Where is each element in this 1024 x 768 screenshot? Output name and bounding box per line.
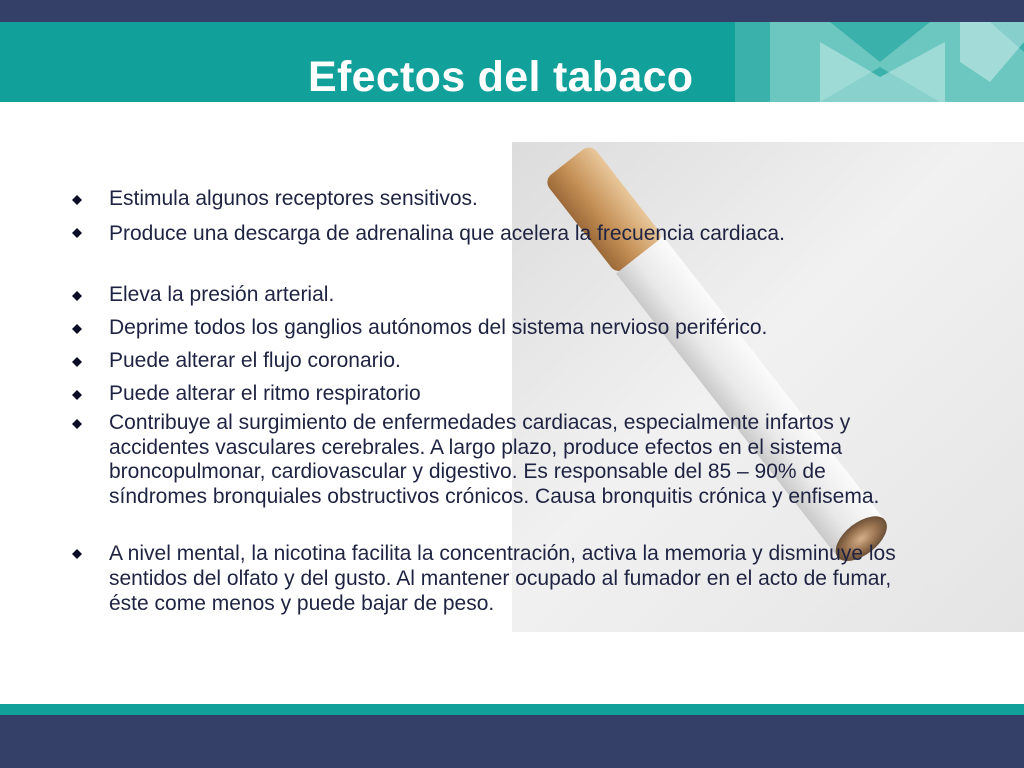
bottom-teal-band [0, 704, 1024, 715]
bullet-text: A nivel mental, la nicotina facilita la concentración, activa la memoria y disminuye los sentidos del olfato y del gusto. Al mantener ocupado al fumador en el acto de fumar, éste come menos y puede bajar de peso. [109, 542, 896, 615]
diamond-bullet-icon [72, 324, 82, 334]
bullet-text: Puede alterar el flujo coronario. [109, 349, 401, 372]
bullet-text: Estimula algunos receptores sensitivos. [109, 187, 478, 210]
bullet-text: Eleva la presión arterial. [109, 283, 335, 306]
diamond-bullet-icon [72, 419, 82, 429]
top-navy-band [0, 0, 1024, 22]
bullet-text: Contribuye al surgimiento de enfermedades cardiacas, especialmente infartos y accidentes vasculares cerebrales. A largo plazo, produce efectos en el sistema broncopulmonar, cardiovascular y digestivo. Es responsable del 85 – 90% de síndromes bronquiales obstructivos crónicos. Causa bronquitis crónica y enfisema. [109, 411, 880, 508]
bullet-text: Puede alterar el ritmo respiratorio [109, 382, 421, 405]
bullet-text: Deprime todos los ganglios autónomos del sistema nervioso periférico. [109, 316, 768, 339]
diamond-bullet-icon [72, 549, 82, 559]
diamond-bullet-icon [72, 291, 82, 301]
bottom-navy-band [0, 715, 1024, 768]
diamond-bullet-icon [72, 195, 82, 205]
title-band [0, 22, 1024, 102]
diamond-bullet-icon [72, 228, 82, 238]
diamond-bullet-icon [72, 390, 82, 400]
slide-title: Efectos del tabaco [308, 53, 694, 101]
diamond-bullet-icon [72, 357, 82, 367]
bullet-text: Produce una descarga de adrenalina que acelera la frecuencia cardiaca. [109, 222, 785, 245]
